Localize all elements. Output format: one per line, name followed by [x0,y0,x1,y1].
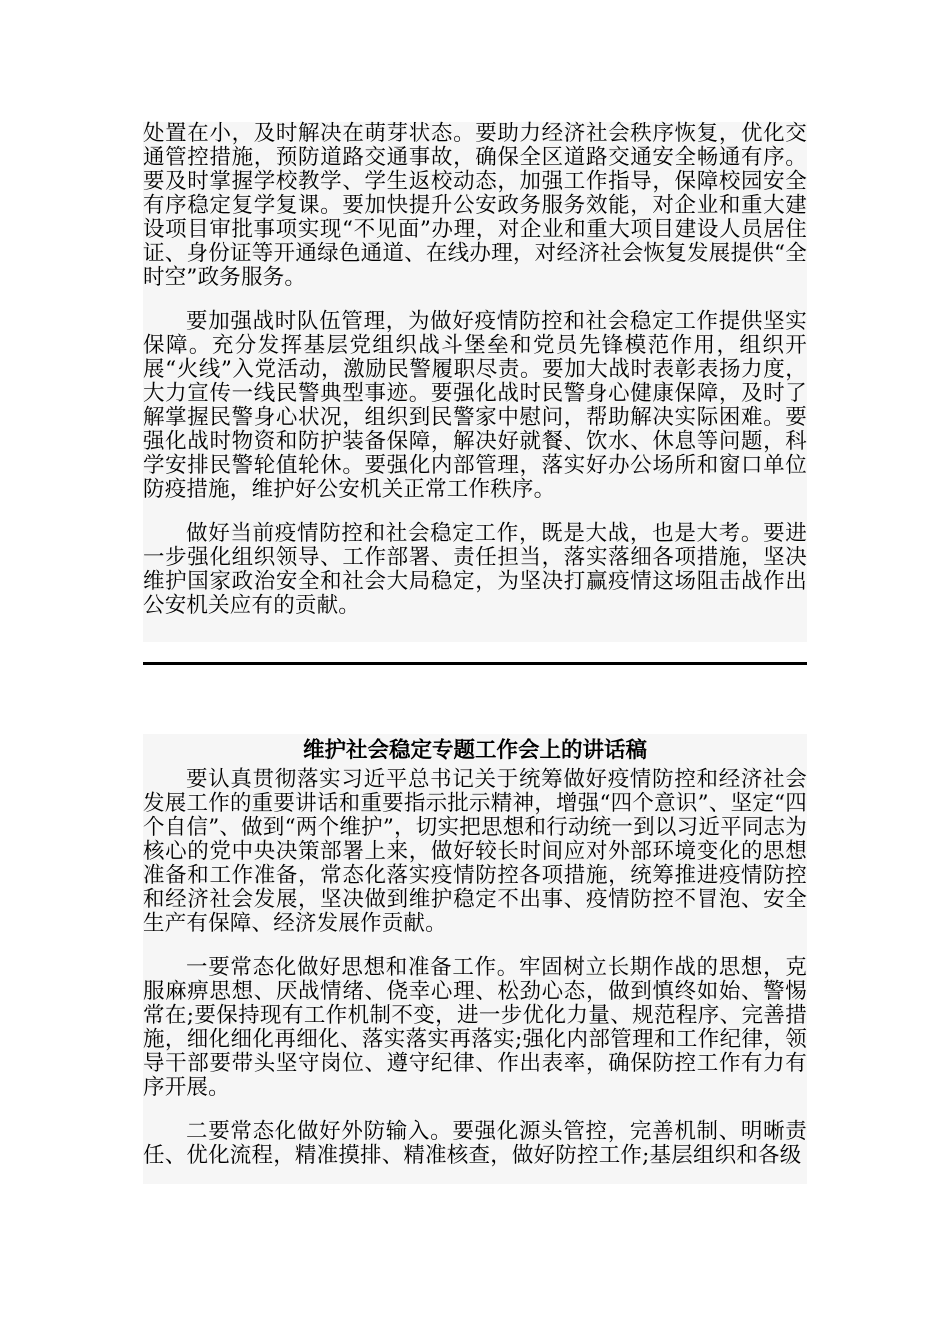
page-divider [143,662,807,665]
document-section-top [143,122,807,642]
paragraph: 做好当前疫情防控和社会稳定工作，既是大战，也是大考。要进一步强化组织领导、工作部署、责任担当，落实落细各项措施，坚决维护国家政治安全和社会大局稳定，为坚决打赢疫情这场阻击战作出公安机关应有的贡献。 [143,521,807,618]
paragraph: 要加强战时队伍管理，为做好疫情防控和社会稳定工作提供坚实保障。充分发挥基层党组织战斗堡垒和党员先锋模范作用，组织开展“火线”入党活动，激励民警履职尽责。要加大战时表彰表扬力度，大力宣传一线民警典型事迹。要强化战时民警身心健康保障，及时了解掌握民警身心状况，组织到民警家中慰问，帮助解决实际困难。要强化战时物资和防护装备保障，解决好就餐、饮水、休息等问题，科学安排民警轮值轮休。要强化内部管理，落实好办公场所和窗口单位防疫措施，维护好公安机关正常工作秩序。 [143,309,807,502]
paragraph: 要认真贯彻落实习近平总书记关于统筹做好疫情防控和经济社会发展工作的重要讲话和重要指示批示精神，增强“四个意识”、坚定“四个自信”、做到“两个维护”，切实把思想和行动统一到以习近平同志为核心的党中央决策部署上来，做好较长时间应对外部环境变化的思想准备和工作准备，常态化落实疫情防控各项措施，统筹推进疫情防控和经济社会发展，坚决做到维护稳定不出事、疫情防控不冒泡、安全生产有保障、经济发展作贡献。 [143,767,807,936]
paragraph: 一要常态化做好思想和准备工作。牢固树立长期作战的思想，克服麻痹思想、厌战情绪、侥幸心理、松劲心态，做到慎终如始、警惕常在;要保持现有工作机制不变，进一步优化力量、规范程序、完善措施，细化细化再细化、落实落实再落实;强化内部管理和工作纪律，领导干部要带头坚守岗位、遵守纪律、作出表率，确保防控工作有力有序开展。 [143,955,807,1100]
paragraph: 二要常态化做好外防输入。要强化源头管控，完善机制、明晰责任、优化流程，精准摸排、精准核查，做好防控工作;基层组织和各级 [143,1119,807,1168]
document-title: 维护社会稳定专题工作会上的讲话稿 [302,738,647,763]
paragraph: 处置在小，及时解决在萌芽状态。要助力经济社会秩序恢复，优化交通管控措施，预防道路交通事故，确保全区道路交通安全畅通有序。要及时掌握学校教学、学生返校动态，加强工作指导，保障校园安全有序稳定复学复课。要加快提升公安政务服务效能，对企业和重大建设项目审批事项实现“不见面”办理，对企业和重大项目建设人员居住证、身份证等开通绿色通道、在线办理，对经济社会恢复发展提供“全时空”政务服务。 [143,121,807,290]
document-section-bottom [143,734,807,1212]
